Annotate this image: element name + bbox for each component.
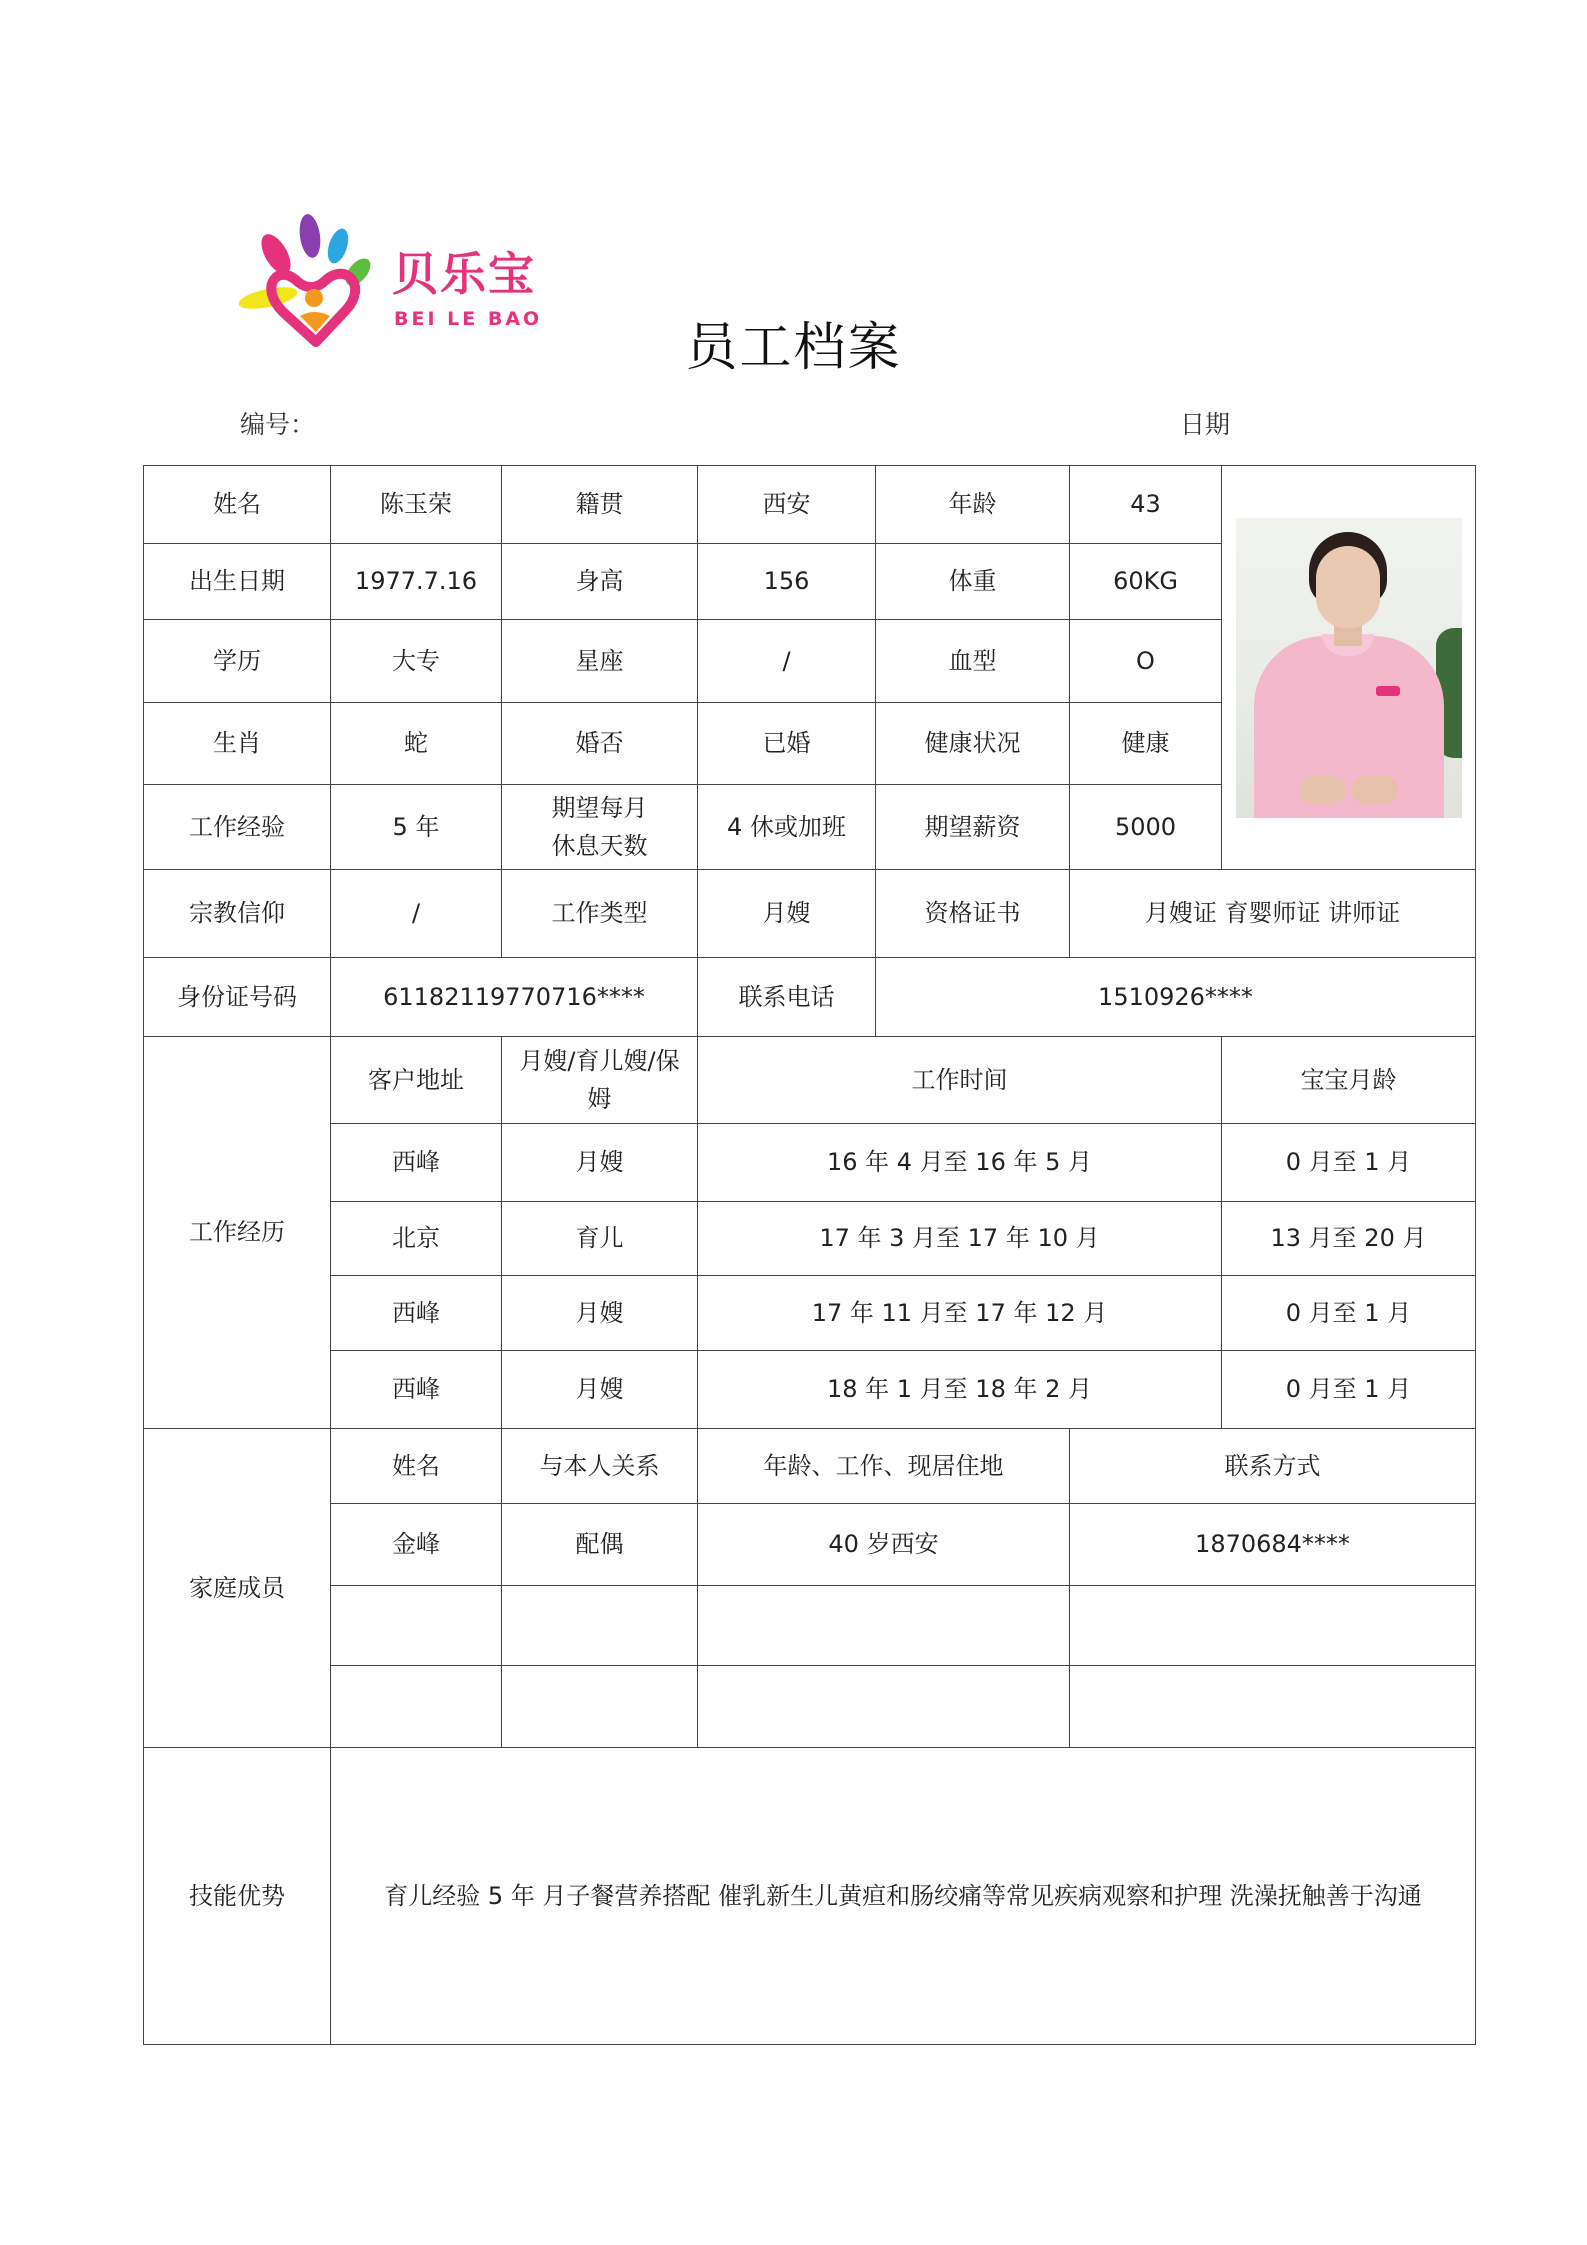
family-relation (502, 1586, 698, 1666)
work-history-label: 工作经历 (144, 1037, 331, 1429)
marital-label: 婚否 (502, 703, 698, 785)
restdays-label-line-2: 休息天数 (551, 832, 648, 860)
family-info (698, 1586, 1070, 1666)
work-baby-age: 0 月至 1 月 (1222, 1276, 1476, 1351)
work-header-role-line-1: 月嫂/育儿嫂/保 (519, 1046, 680, 1075)
table-row (144, 1586, 1476, 1666)
weight-label: 体重 (876, 544, 1070, 620)
salary-value: 5000 (1070, 785, 1222, 870)
work-role: 育儿 (502, 1202, 698, 1276)
religion-label: 宗教信仰 (144, 870, 331, 958)
family-name (331, 1666, 502, 1748)
family-header-relation: 与本人关系 (502, 1429, 698, 1504)
marital-value: 已婚 (698, 703, 876, 785)
logo-text-en: BEI LE BAO (394, 308, 543, 330)
education-label: 学历 (144, 620, 331, 703)
family-info: 40 岁西安 (698, 1504, 1070, 1586)
family-relation (502, 1666, 698, 1748)
photo-cell (1222, 466, 1476, 870)
employee-photo (1236, 518, 1462, 818)
work-address: 西峰 (331, 1351, 502, 1429)
blood-label: 血型 (876, 620, 1070, 703)
height-value: 156 (698, 544, 876, 620)
phone-value: 1510926**** (876, 958, 1476, 1037)
family-name (331, 1586, 502, 1666)
experience-value: 5 年 (331, 785, 502, 870)
work-address: 西峰 (331, 1276, 502, 1351)
date-label: 日期 (1180, 410, 1231, 439)
table-row (144, 1124, 1476, 1202)
id-value: 61182119770716**** (331, 958, 698, 1037)
worktype-value: 月嫂 (698, 870, 876, 958)
family-header-contact: 联系方式 (1070, 1429, 1476, 1504)
work-time: 18 年 1 月至 18 年 2 月 (698, 1351, 1222, 1429)
family-label: 家庭成员 (144, 1429, 331, 1748)
religion-value: / (331, 870, 502, 958)
table-row (144, 1351, 1476, 1429)
health-label: 健康状况 (876, 703, 1070, 785)
constellation-label: 星座 (502, 620, 698, 703)
hometown-value: 西安 (698, 466, 876, 544)
work-header-address: 客户地址 (331, 1037, 502, 1124)
work-time: 17 年 11 月至 17 年 12 月 (698, 1276, 1222, 1351)
number-label: 编号： (240, 410, 316, 439)
work-baby-age: 0 月至 1 月 (1222, 1351, 1476, 1429)
family-contact: 1870684**** (1070, 1504, 1476, 1586)
family-header-name: 姓名 (331, 1429, 502, 1504)
restdays-label (502, 785, 698, 870)
family-name: 金峰 (331, 1504, 502, 1586)
family-relation: 配偶 (502, 1504, 698, 1586)
logo-text-cn: 贝乐宝 (392, 247, 536, 301)
work-header-time: 工作时间 (698, 1037, 1222, 1124)
experience-label: 工作经验 (144, 785, 331, 870)
work-baby-age: 0 月至 1 月 (1222, 1124, 1476, 1202)
work-header-role (502, 1037, 698, 1124)
id-label: 身份证号码 (144, 958, 331, 1037)
skills-label: 技能优势 (144, 1748, 331, 2045)
work-address: 西峰 (331, 1124, 502, 1202)
work-time: 16 年 4 月至 16 年 5 月 (698, 1124, 1222, 1202)
name-value: 陈玉荣 (331, 466, 502, 544)
work-header-role-line-2: 姆 (587, 1085, 612, 1113)
skills-text: 育儿经验 5 年 月子餐营养搭配 催乳新生儿黄疸和肠绞痛等常见疾病观察和护理 洗澡抚触善于沟通 (331, 1748, 1476, 2045)
work-role: 月嫂 (502, 1124, 698, 1202)
document-title: 员工档案 (685, 318, 902, 378)
work-address: 北京 (331, 1202, 502, 1276)
work-header-baby-age: 宝宝月龄 (1222, 1037, 1476, 1124)
family-header-info: 年龄、工作、现居住地 (698, 1429, 1070, 1504)
cert-value: 月嫂证 育婴师证 讲师证 (1070, 870, 1476, 958)
constellation-value: / (698, 620, 876, 703)
table-row (144, 1666, 1476, 1748)
work-baby-age: 13 月至 20 月 (1222, 1202, 1476, 1276)
hometown-label: 籍贯 (502, 466, 698, 544)
cert-label: 资格证书 (876, 870, 1070, 958)
restdays-label-line-1: 期望每月 (551, 793, 648, 822)
family-contact (1070, 1586, 1476, 1666)
name-label: 姓名 (144, 466, 331, 544)
employee-record-table (143, 465, 1476, 2045)
worktype-label: 工作类型 (502, 870, 698, 958)
birth-label: 出生日期 (144, 544, 331, 620)
family-info (698, 1666, 1070, 1748)
age-value: 43 (1070, 466, 1222, 544)
birth-value: 1977.7.16 (331, 544, 502, 620)
work-role: 月嫂 (502, 1276, 698, 1351)
zodiac-label: 生肖 (144, 703, 331, 785)
table-row (144, 1202, 1476, 1276)
weight-value: 60KG (1070, 544, 1222, 620)
restdays-value: 4 休或加班 (698, 785, 876, 870)
phone-label: 联系电话 (698, 958, 876, 1037)
height-label: 身高 (502, 544, 698, 620)
health-value: 健康 (1070, 703, 1222, 785)
table-row (144, 1276, 1476, 1351)
age-label: 年龄 (876, 466, 1070, 544)
work-time: 17 年 3 月至 17 年 10 月 (698, 1202, 1222, 1276)
zodiac-value: 蛇 (331, 703, 502, 785)
table-row (144, 1504, 1476, 1586)
work-role: 月嫂 (502, 1351, 698, 1429)
education-value: 大专 (331, 620, 502, 703)
salary-label: 期望薪资 (876, 785, 1070, 870)
blood-value: O (1070, 620, 1222, 703)
family-contact (1070, 1666, 1476, 1748)
